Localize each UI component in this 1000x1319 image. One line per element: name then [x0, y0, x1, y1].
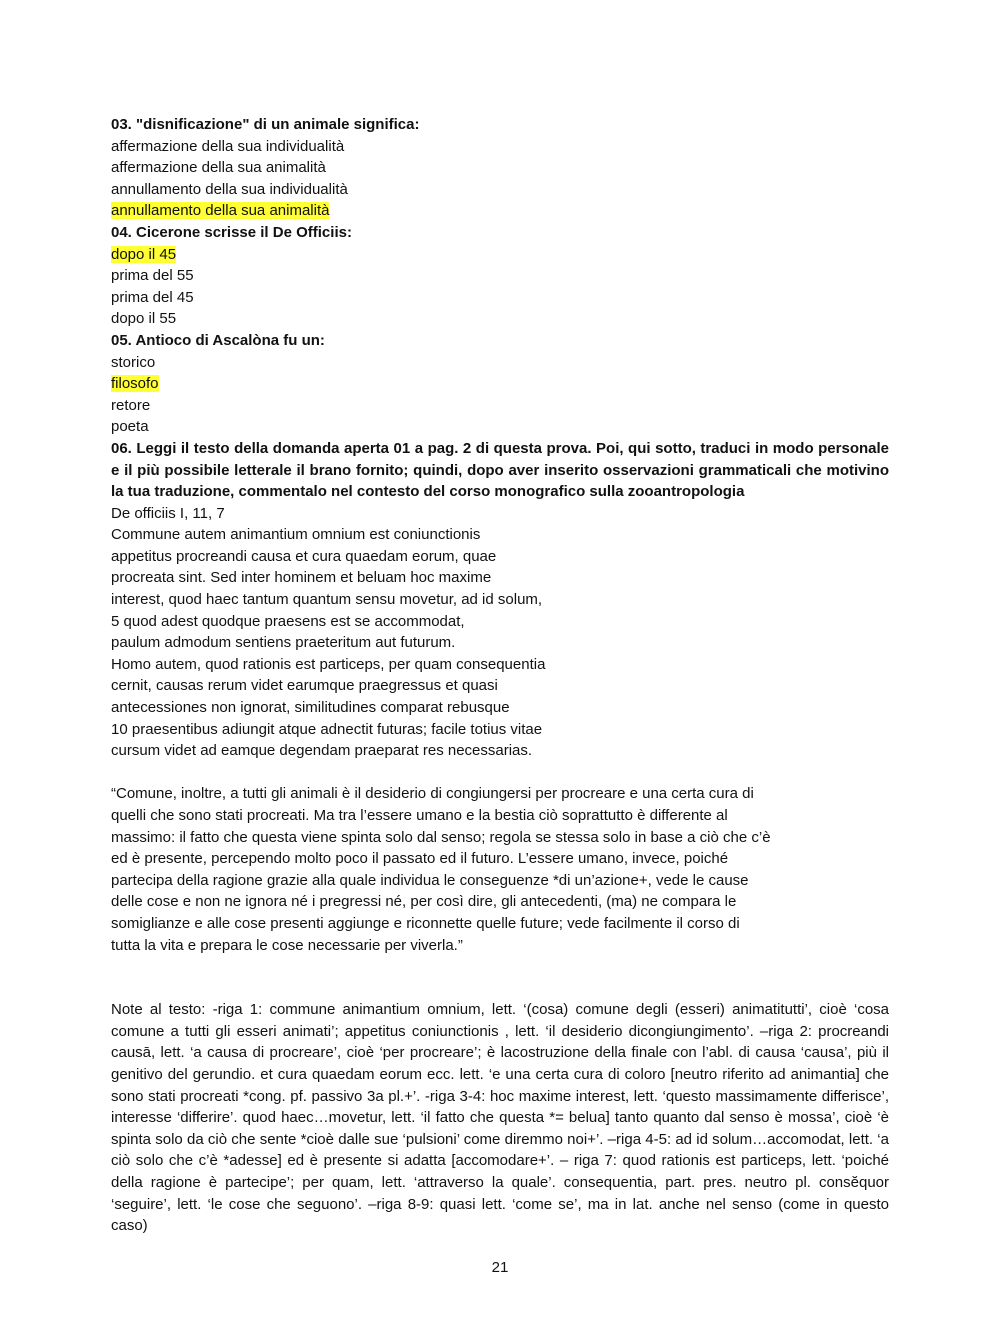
- translation-line: quelli che sono stati procreati. Ma tra l’essere umano e la bestia ciò soprattutto è differente al: [111, 807, 728, 824]
- document-page: [111, 114, 889, 1237]
- translation-line: ed è presente, percependo molto poco il passato ed il futuro. L’essere umano, invece, poiché: [111, 850, 729, 868]
- latin-line: cernit, causas rerum videt earumque praegressus et quasi: [111, 677, 498, 695]
- latin-line: 10 praesentibus adiungit atque adnectit futuras; facile totius vitae: [111, 720, 543, 738]
- question-03: 03. "disnificazione" di un animale significa:: [111, 116, 420, 133]
- q04-option-2: prima del 55: [111, 267, 194, 285]
- q03-option-4-highlighted: annullamento della sua animalità: [111, 202, 330, 220]
- translation-notes: Note al testo: -riga 1: commune animantium omnium, lett. ‘(cosa) comune degli (esseri) animatitutti’, cioè ‘cosa comune a tutti gli esseri animati’; appetitus coniunctionis , lett. ‘il desiderio dicongiungimento’. –riga 2: procreandi causā, lett. ‘a causa di procreare’, cioè ‘per procreare’; è lacostruzione della finale con l’abl. di causa ‘causa’, più il genitivo del gerundio. et cura quaedam eorum ecc. lett. ‘e una certa cura di coloro [neutro riferito ad animantia] che sono stati procreati *cong. pf. passivo 3a pl.+’. -riga 3-4: hoc maxime interest, lett. ‘questo massimamente differisce’, interesse ‘differire’. quod haec…movetur, lett. ‘il fatto che questa *= belua] tanto quanto dal senso è mossa’, cioè ‘è spinta solo da ciò che sente *cioè dalle sue ‘pulsioni’ come diremmo noi+’. –riga 4-5: ad id solum…accomodat, lett. ‘a ciò solo che c’è *adesse] ed è presente si adatta [accomodare+’. – riga 7: quod rationis est particeps, lett. ‘poiché della ragione è partecipe’; per quam, lett. ‘attraverso la quale’. consequentia, part. pres. neutro pl. consĕquor ‘seguire’, lett. ‘le cose che seguono’. –riga 8-9: quasi lett. ‘come se’, ma in lat. anche nel senso (come in questo caso): [111, 1001, 889, 1235]
- q05-option-3: retore: [111, 396, 151, 414]
- latin-line: Homo autem, quod rationis est particeps, per quam consequentia: [111, 655, 546, 673]
- q05-option-2-highlighted: filosofo: [111, 375, 159, 393]
- translation-line: somiglianze e alle cose presenti aggiunge e riconnette quelle future; vede facilmente il corso di: [111, 914, 740, 932]
- latin-line: paulum admodum sentiens praeteritum aut futurum.: [111, 634, 456, 652]
- q04-option-4: dopo il 55: [111, 310, 177, 328]
- question-06: 06. Leggi il testo della domanda aperta 01 a pag. 2 di questa prova. Poi, qui sotto, traduci in modo personale e il più possibile letterale il brano fornito; quindi, dopo aver inserito osservazioni grammaticali che motivino la tua traduzione, commentalo nel contesto del corso monografico sulla zooantropologia: [111, 439, 889, 501]
- latin-line: Commune autem animantium omnium est coniunctionis: [111, 526, 481, 544]
- q03-option-3: annullamento della sua individualità: [111, 180, 348, 198]
- q03-option-2: affermazione della sua animalità: [111, 159, 326, 177]
- latin-line: appetitus procreandi causa et cura quaedam eorum, quae: [111, 547, 497, 565]
- spacer: [111, 956, 889, 999]
- latin-line: procreata sint. Sed inter hominem et beluam hoc maxime: [111, 569, 492, 587]
- latin-source: De officiis I, 11, 7: [111, 504, 225, 522]
- latin-line: interest, quod haec tantum quantum sensu movetur, ad id solum,: [111, 591, 543, 609]
- question-04: 04. Cicerone scrisse il De Officiis:: [111, 223, 352, 241]
- q03-option-1: affermazione della sua individualità: [111, 137, 345, 155]
- q04-option-1-highlighted: dopo il 45: [111, 245, 177, 263]
- latin-line: cursum videt ad eamque degendam praeparat res necessarias.: [111, 742, 533, 760]
- q05-option-1: storico: [111, 353, 156, 371]
- q04-option-3: prima del 45: [111, 288, 194, 306]
- translation-line: “Comune, inoltre, a tutti gli animali è il desiderio di congiungersi per procreare e una certa cura di: [111, 785, 754, 803]
- latin-line: 5 quod adest quodque praesens est se accommodat,: [111, 612, 465, 630]
- page-number: 21: [491, 1259, 509, 1276]
- latin-passage: [111, 524, 889, 762]
- translation-line: tutta la vita e prepara le cose necessarie per viverla.”: [111, 936, 463, 954]
- question-05: 05. Antioco di Ascalòna fu un:: [111, 331, 325, 349]
- translation-line: partecipa della ragione grazie alla quale individua le conseguenze *di un’azione+, vede le cause: [111, 871, 749, 889]
- translation-line: delle cose e non ne ignora né i pregressi né, per così dire, gli antecedenti, (ma) ne compara le: [111, 893, 737, 911]
- latin-line: antecessiones non ignorat, similitudines comparat rebusque: [111, 699, 510, 717]
- translation-line: massimo: il fatto che questa viene spinta solo dal senso; regola se stessa solo in base a ciò che c’è: [111, 828, 771, 846]
- translation-passage: [111, 783, 889, 956]
- spacer: [111, 762, 889, 784]
- q05-option-4: poeta: [111, 418, 149, 436]
